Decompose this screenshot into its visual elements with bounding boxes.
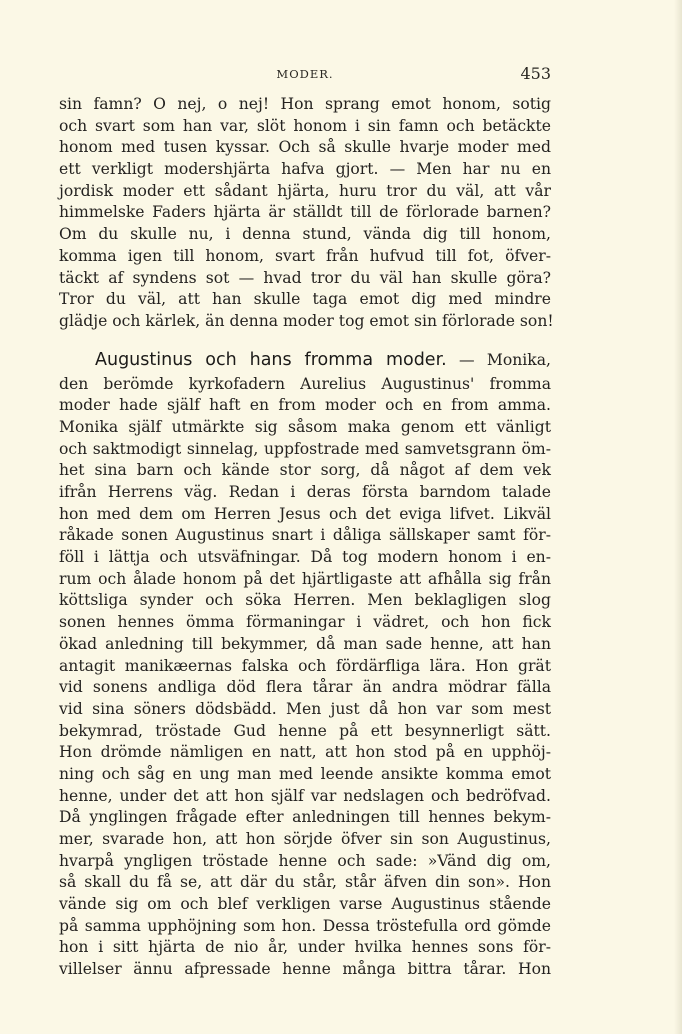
text-line: sonen hennes ömma förmaningar i vädret, och hon fick [59, 613, 551, 632]
text-line: Om du skulle nu, i denna stund, vända dig till honom, [59, 225, 551, 244]
text-line: villelser ännu afpressade henne många bittra tårar. Hon [59, 960, 551, 979]
text-line: hvarpå yngligen tröstade henne och sade: »Vänd dig om, [59, 851, 551, 870]
text-line: täckt af syndens sot — hvad tror du väl han skulle göra? [59, 268, 551, 287]
text-line: sin famn? O nej, o nej! Hon sprang emot honom, sotig [59, 95, 551, 113]
text-line: vände sig om och blef verkligen varse Augustinus stående [59, 895, 551, 914]
text-line: Tror du väl, att han skulle taga emot dig med mindre [59, 290, 551, 309]
text-line: och saktmodigt sinnelag, uppfostrade med samvetsgrann öm- [59, 439, 551, 458]
paragraph-1 [59, 94, 554, 333]
text-line: ifrån Herrens väg. Redan i deras första barndom talade [59, 483, 551, 501]
text-line: ökad anledning till bekymmer, då man sade henne, att han [59, 634, 551, 653]
text-line: vid sina söners dödsbädd. Men just då hon var som mest [59, 699, 551, 718]
text-line: på samma upphöjning som hon. Dessa tröstefulla ord gömde [59, 916, 551, 935]
text-line: ett verkligt modershjärta hafva gjort. — Men har nu en [59, 160, 551, 179]
text-line: jordisk moder ett sådant hjärta, huru tror du väl, att vår [59, 181, 551, 200]
text-line: ning och såg en ung man med leende ansikte komma emot [59, 764, 551, 783]
text-line: het sina barn och kände stor sorg, då något af dem vek [59, 461, 551, 480]
page-number: 453 [520, 64, 551, 83]
text-line: så skall du få se, att där du står, står äfven din son». Hon [59, 873, 551, 892]
page-header [59, 64, 551, 86]
section-heading-tail: — Monika, [446, 350, 551, 369]
text-line: bekymrad, tröstade Gud henne på ett besynnerligt sätt. [59, 721, 551, 740]
text-line: föll i lättja och utsväfningar. Då tog modern honom i en- [59, 548, 551, 567]
text-line: Monika själf utmärkte sig såsom maka genom ett vänligt [59, 417, 551, 436]
text-line: honom med tusen kyssar. Och så skulle hvarje moder med [59, 138, 551, 157]
text-line: antagit manikæernas falska och fördärfliga lära. Hon grät [59, 656, 551, 675]
text-line: Då ynglingen frågade efter anledningen till hennes bekym- [59, 808, 551, 827]
text-line: henne, under det att hon själf var nedslagen och bedröfvad. [59, 786, 551, 805]
running-title: MODER. [276, 67, 334, 81]
text-line: köttsliga synder och söka Herren. Men beklagligen slog [59, 591, 551, 610]
section-heading-line [59, 346, 551, 374]
text-line: Hon drömde nämligen en natt, att hon stod på en upphöj- [59, 743, 551, 762]
text-line: råkade sonen Augustinus snart i dåliga sällskaper samt för- [59, 526, 551, 545]
text-line: hon med dem om Herren Jesus och det eviga lifvet. Likväl [59, 504, 551, 523]
paragraph-gap [59, 333, 551, 346]
text-line: moder hade själf haft en from moder och en from amma. [59, 396, 551, 415]
text-line: komma igen till honom, svart från hufvud till fot, öfver- [59, 246, 551, 265]
page-body [59, 94, 554, 981]
text-line: hon i sitt hjärta de nio år, under hvilka hennes sons för- [59, 938, 551, 957]
text-line: mer, svarade hon, att hon sörjde öfver sin son Augustinus, [59, 830, 551, 848]
text-line: vid sonens andliga död flera tårar än andra mödrar fälla [59, 678, 551, 697]
text-line: glädje och kärlek, än denna moder tog emot sin förlorade son! [59, 311, 554, 330]
text-line: rum och ålade honom på det hjärtligaste att afhålla sig från [59, 569, 551, 588]
section-augustinus [59, 346, 551, 981]
text-line: den berömde kyrkofadern Aurelius Augustinus' fromma [59, 374, 551, 393]
page-edge-shadow [674, 0, 682, 1034]
section-heading: Augustinus och hans fromma moder. [95, 349, 447, 370]
text-line: himmelske Faders hjärta är ställdt till de förlorade barnen? [59, 203, 551, 222]
text-line: och svart som han var, slöt honom i sin famn och betäckte [59, 116, 551, 135]
